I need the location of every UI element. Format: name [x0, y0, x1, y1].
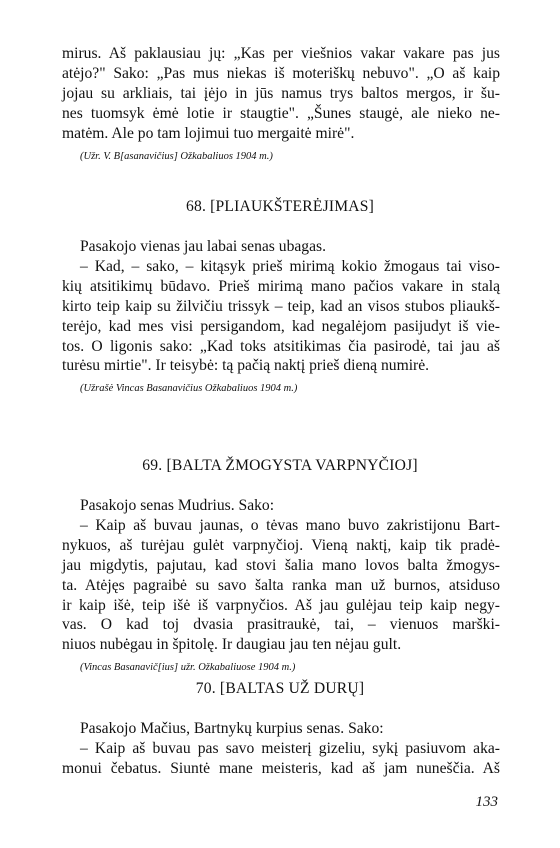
text-line: Pasakojo vienas jau labai senas ubagas.: [80, 238, 326, 255]
text-line: nykuos, aš turėjau gulėt varpnyčioj. Vieną naktį, kaip tik pradė-: [62, 536, 500, 554]
text-line: Pasakojo senas Mudrius. Sako:: [80, 497, 275, 514]
story-69-title: 69. [BALTA ŽMOGYSTA VARPNYČIOJ]: [142, 457, 418, 474]
text-line: – Kaip aš buvau jaunas, o tėvas mano buvo zakristijonu Bart-: [80, 516, 500, 534]
story-67-ending: [62, 44, 500, 164]
text-line: ta. Atėjęs pagraibė su savo šalta ranka man už burnos, atsiduso: [62, 576, 500, 594]
text-line: – Kaip aš buvau pas savo meisterį gizeliu, sykį pasiuvom aka-: [80, 739, 500, 757]
text-line: monui čebatus. Siuntė mane meisteris, kad aš jam nuneščia. Aš: [62, 759, 500, 777]
story-68-body: [62, 237, 500, 396]
text-line: Pasakojo Mačius, Bartnykų kurpius senas. Sako:: [80, 720, 384, 737]
text-line: terėjo, kad mes visi persigandom, kad negalėjom pasijudyt iš vie-: [62, 317, 500, 335]
text-line: mirus. Aš paklausiau jų: „Kas per viešnios vakar vakare pas jus: [62, 45, 500, 62]
text-line: kirto teip kaip su žilvičiu trissyk – teip, kad an visos stubos pliaukš-: [62, 297, 500, 315]
source-note: (Vincas Basanavič[ius] užr. Ožkabaliuose 1904 m.): [80, 662, 296, 674]
text-line: atėjo?" Sako: „Pas mus niekas iš moteriškų nebuvo". „O aš kaip: [62, 64, 500, 82]
story-69-body: [62, 496, 500, 675]
text-line: – Kad, – sako, – kitąsyk prieš mirimą kokio žmogaus tai viso-: [80, 257, 500, 275]
source-note: (Užrašė Vincas Basanavičius Ožkabaliuos 1904 m.): [80, 383, 298, 395]
source-note: (Užr. V. B[asanavičius] Ožkabaliuos 1904 m.): [80, 150, 273, 162]
text-line: nes tuomsyk ėmė lotie ir staugtie". „Šunes staugė, ale nieko ne-: [62, 104, 500, 122]
text-line: matėm. Ale po tam lojimui tuo mergaitė mirė".: [62, 124, 355, 142]
story-70-title: 70. [BALTAS UŽ DURŲ]: [195, 680, 365, 697]
story-70-body: [62, 719, 500, 779]
text-line: vas. O kad toj dvasia prasitraukė, tai, – vienuos marški-: [62, 616, 500, 634]
page-number: 133: [475, 794, 498, 810]
text-line: tos. O ligonis sako: „Kad toks atsitikimas čia pasirodė, tai jau aš: [62, 337, 500, 355]
story-68-title: 68. [PLIAUKŠTERĖJIMAS]: [185, 198, 375, 215]
text-line: kių atsitikimų būdavo. Prieš mirimą mano pačios vakare in stalą: [62, 277, 500, 295]
text-line: turėsu mirtie". Ir teisybė: tą pačią naktį prieš dieną numirė.: [62, 357, 430, 375]
text-line: ir kaip išė, teip išė iš varpnyčios. Aš jau gulėjau teip kaip negy-: [62, 596, 500, 614]
text-line: jau migdytis, pajutau, kad stovi šalia mano lovos balta žmogys-: [62, 556, 500, 574]
text-line: niuos nubėgau in špitolę. Ir daugiau jau ten nėjau gult.: [62, 636, 402, 654]
text-line: jojau su arkliais, tai įėjo in jūs namus trys baltos mergos, ir šu-: [62, 84, 500, 102]
